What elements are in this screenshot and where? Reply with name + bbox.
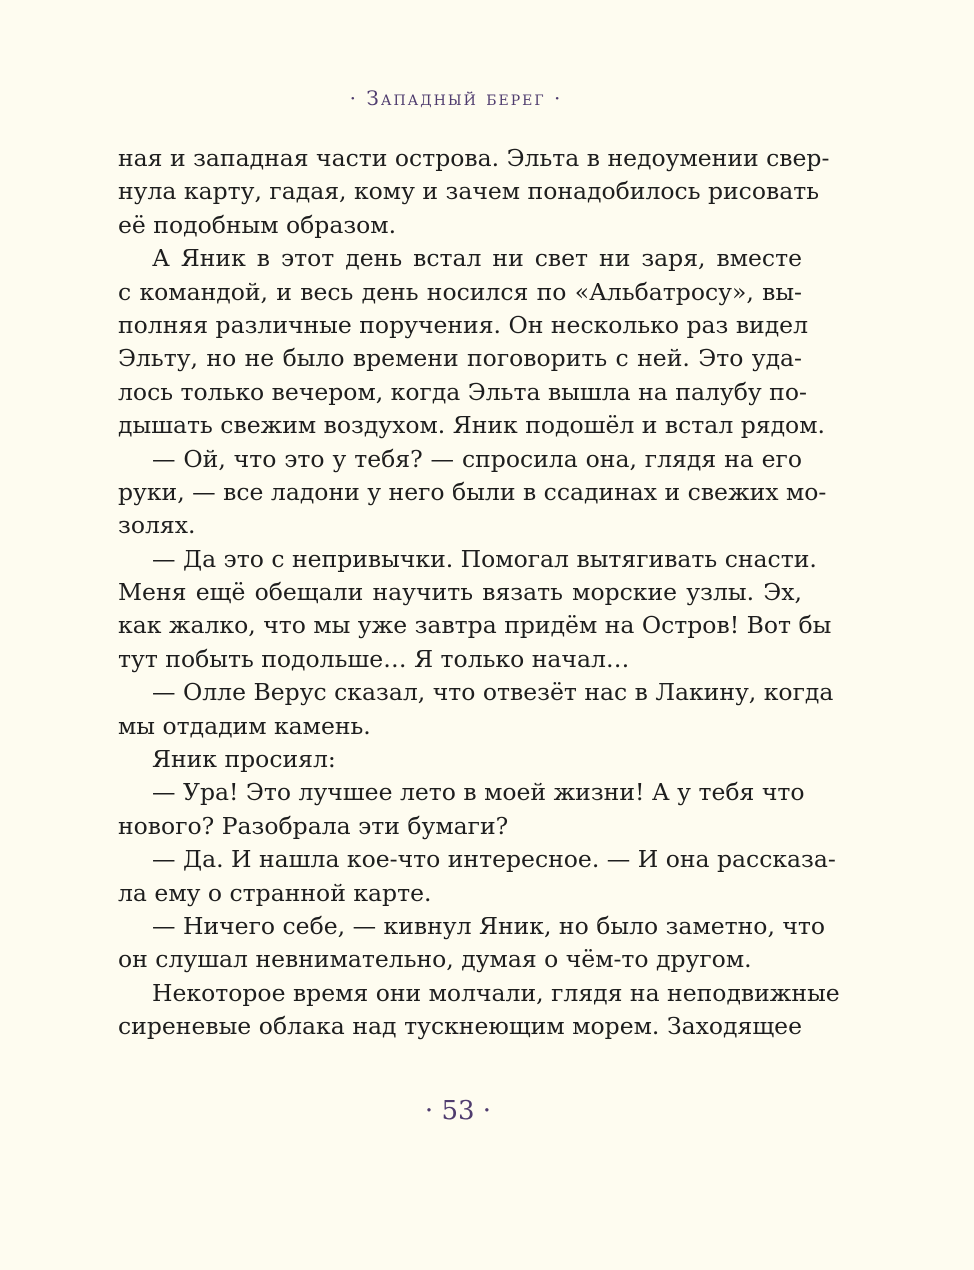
text-line: золях. <box>118 511 196 540</box>
text-line: руки, — все ладони у него были в ссадинах и свежих мо- <box>118 477 827 506</box>
text-line: ла ему о странной карте. <box>118 878 432 907</box>
text-line: с командой, и весь день носился по «Альбатросу», вы- <box>118 277 802 306</box>
running-header: · Западный берег · <box>349 86 563 110</box>
text-line: Меня ещё обещали научить вязать морские узлы. Эх, <box>118 578 802 607</box>
page-number: · 53 · <box>424 1096 492 1126</box>
text-line: Яник просиял: <box>152 745 336 774</box>
text-line: — Олле Верус сказал, что отвезёт нас в Лакину, когда <box>152 678 834 707</box>
text-line: сиреневые облака над тускнеющим морем. Заходящее <box>118 1012 802 1041</box>
text-line: — Ура! Это лучшее лето в моей жизни! А у тебя что <box>152 778 805 807</box>
text-line: тут побыть подольше… Я только начал… <box>118 644 630 673</box>
text-line: — Ой, что это у тебя? — спросила она, глядя на его <box>152 444 802 473</box>
text-line: дышать свежим воздухом. Яник подошёл и встал рядом. <box>118 411 825 440</box>
text-line: А Яник в этот день встал ни свет ни заря, вместе <box>152 244 802 273</box>
text-line: нула карту, гадая, кому и зачем понадобилось рисовать <box>118 177 820 206</box>
text-line: нового? Разобрала эти бумаги? <box>118 811 509 840</box>
text-line: он слушал невнимательно, думая о чём-то другом. <box>118 945 752 974</box>
text-line: — Да. И нашла кое-что интересное. — И она рассказа- <box>152 845 836 874</box>
text-line: ная и западная части острова. Эльта в недоумении свер- <box>118 144 830 172</box>
text-line: Некоторое время они молчали, глядя на неподвижные <box>152 978 840 1007</box>
text-line: полняя различные поручения. Он несколько раз видел <box>118 310 809 339</box>
text-line: — Ничего себе, — кивнул Яник, но было заметно, что <box>152 911 826 940</box>
text-line: лось только вечером, когда Эльта вышла на палубу по- <box>118 377 807 406</box>
text-line: — Да это с непривычки. Помогал вытягивать снасти. <box>152 544 817 573</box>
text-line: как жалко, что мы уже завтра придём на Остров! Вот бы <box>118 611 832 640</box>
text-line: мы отдадим камень. <box>118 711 371 740</box>
text-line: Эльту, но не было времени поговорить с ней. Это уда- <box>118 344 802 373</box>
body-text <box>118 142 840 1044</box>
text-line: её подобным образом. <box>118 210 397 239</box>
